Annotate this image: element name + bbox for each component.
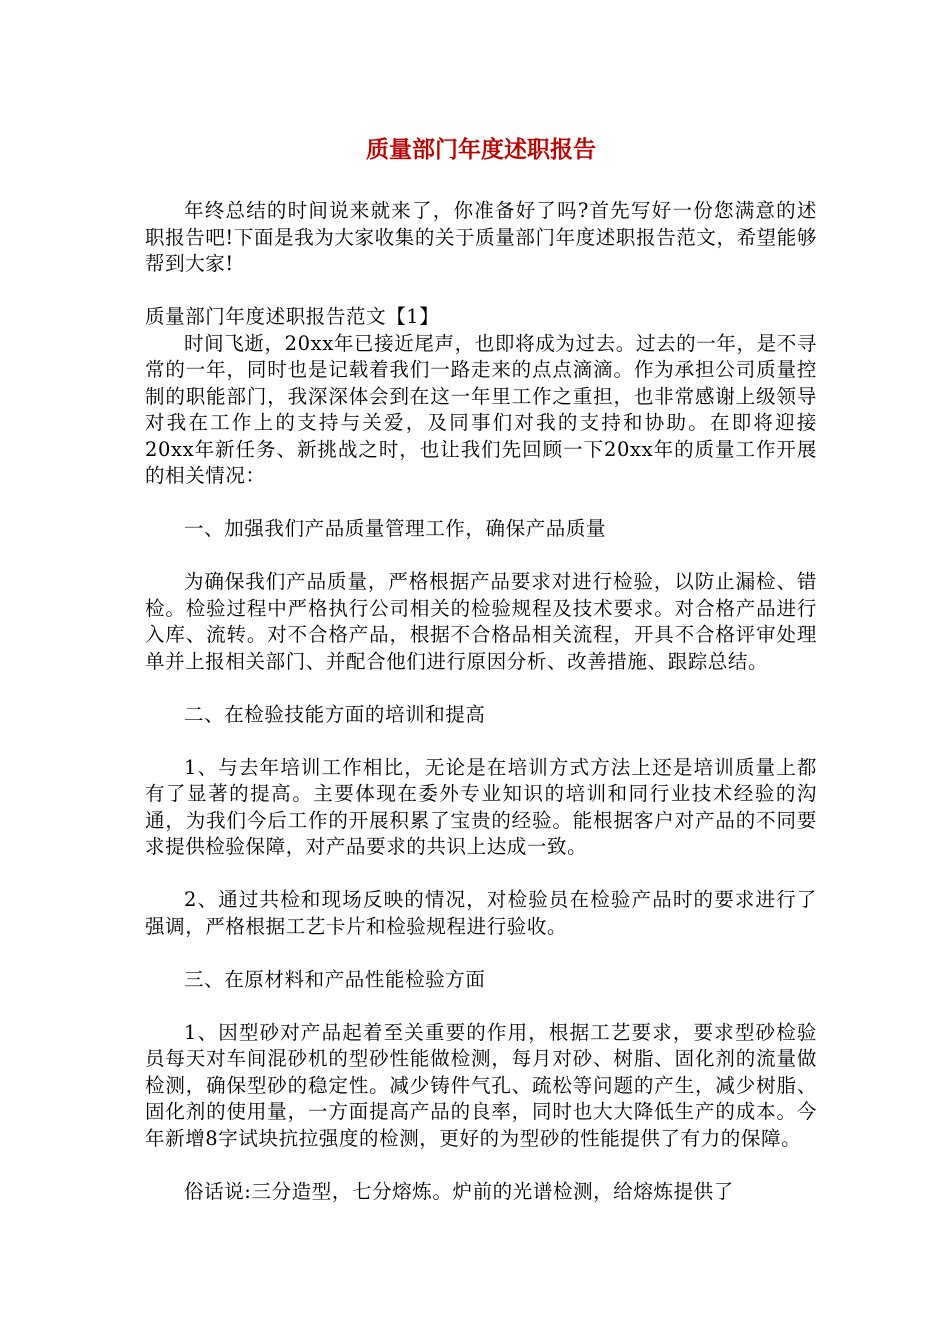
body-paragraph-5: 1、因型砂对产品起着至关重要的作用，根据工艺要求，要求型砂检验员每天对车间混砂机的型砂性能做检测，每月对砂、树脂、固化剂的流量做检测，确保型砂的稳定性。减少铸件气孔、疏松等问题的产生，减少树脂、固化剂的使用量，一方面提高产品的良率，同时也大大降低生产的成本。今年新增8字试块抗拉强度的检测，更好的为型砂的性能提供了有力的保障。: [145, 1020, 817, 1150]
spacer: [145, 993, 817, 1020]
document-title: 质量部门年度述职报告: [366, 137, 596, 163]
spacer: [145, 861, 817, 888]
body-paragraph-6: 俗话说:三分造型，七分熔炼。炉前的光谱检测，给熔炼提供了: [184, 1179, 734, 1203]
body-paragraph-2: 为确保我们产品质量，严格根据产品要求对进行检验，以防止漏检、错检。检验过程中严格执行公司相关的检验规程及技术要求。对合格产品进行入库、流转。对不合格产品，根据不合格品相关流程，开具不合格评审处理单并上报相关部门、并配合他们进行原因分析、改善措施、跟踪总结。: [145, 570, 817, 673]
spacer: [145, 675, 817, 702]
document-page: [145, 132, 817, 1205]
spacer: [145, 278, 817, 305]
body-paragraph-4: 2、通过共检和现场反映的情况，对检验员在检验产品时的要求进行了强调，严格根据工艺卡片和检验规程进行验收。: [145, 888, 817, 938]
spacer: [145, 168, 817, 198]
spacer: [145, 1152, 817, 1179]
body-paragraph-1: 时间飞逝，20xx年已接近尾声，也即将成为过去。过去的一年，是不寻常的一年，同时也是记载着我们一路走来的点点滴滴。作为承担公司质量控制的职能部门，我深深体会到在这一年里工作之重担，也非常感谢上级领导对我在工作上的支持与关爱，及同事们对我的支持和协助。在即将迎接20xx年新任务、新挑战之时，也让我们先回顾一下20xx年的质量工作开展的相关情况：: [145, 331, 817, 487]
spacer: [145, 543, 817, 570]
intro-paragraph: 年终总结的时间说来就来了，你准备好了吗?首先写好一份您满意的述职报告吧!下面是我为大家收集的关于质量部门年度述职报告范文，希望能够帮到大家!: [145, 199, 817, 275]
section-heading: 质量部门年度述职报告范文【1】: [145, 305, 440, 328]
spacer: [145, 490, 817, 517]
sub-heading-3: 三、在原材料和产品性能检验方面: [184, 967, 486, 991]
sub-heading-1: 一、加强我们产品质量管理工作，确保产品质量: [184, 517, 607, 540]
sub-heading-2: 二、在检验技能方面的培训和提高: [184, 702, 486, 726]
spacer: [145, 940, 817, 967]
spacer: [145, 728, 817, 755]
body-paragraph-3: 1、与去年培训工作相比，无论是在培训方式方法上还是培训质量上都有了显著的提高。主要体现在委外专业知识的培训和同行业技术经验的沟通，为我们今后工作的开展积累了宝贵的经验。能根据客户对产品的不同要求提供检验保障，对产品要求的共识上达成一致。: [145, 755, 817, 858]
